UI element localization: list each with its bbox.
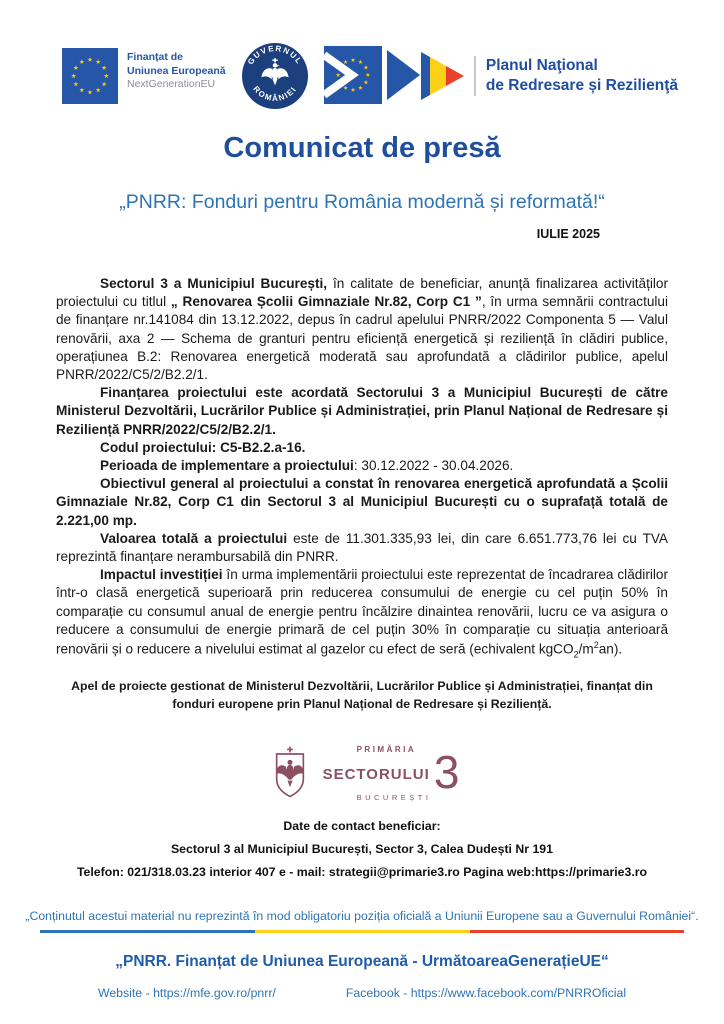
sector3-number: 3: [433, 746, 460, 799]
contact-block: [0, 819, 724, 879]
paragraph-financing: Finanțarea proiectului este acordată Sectorului 3 a Municipiul București de către Ministerul Dezvoltării, Lucrărilor Publice și Administrației, prin Planul Național de Redresare și Reziliență PNRR/2022/C5/2/B2.2/1.: [56, 385, 668, 437]
eu-caption-line1: Finanțat de: [127, 51, 184, 63]
pnrr-caption-line1: Planul Naţional: [485, 56, 598, 74]
sector3-line2: SECTORULUI: [322, 765, 430, 783]
facebook-link: Facebook - https://www.facebook.com/PNRROficial: [345, 985, 627, 1000]
funding-note: Apel de proiecte gestionat de Ministerul Dezvoltării, Lucrărilor Publice și Administrației, finanțat din fonduri europene prin Planul Național de Redresare și Reziliență.: [71, 679, 653, 711]
pnrr-caption-line2: de Redresare și Rezilienţă: [485, 77, 678, 94]
sector3-logo: [0, 743, 724, 805]
paragraph-period: Perioada de implementare a proiectului: 30.12.2022 - 30.04.2026.: [100, 458, 514, 474]
pnrr-arrows-icon: [324, 46, 464, 106]
website-link: Website - https://mfe.gov.ro/pnrr/: [97, 985, 276, 1000]
body-text: [0, 275, 724, 660]
pnrr-logo: [324, 46, 678, 106]
disclaimer-text: „Conținutul acestui material nu reprezintă în mod obligatoriu poziția oficială a Uniunii Europene sau a Guvernului României“.: [25, 908, 699, 923]
gov-ro-seal-icon: [239, 40, 311, 112]
tricolor-red-segment: [470, 930, 684, 933]
contact-heading: Date de contact beneficiar:: [283, 818, 441, 833]
paragraph-objective: Obiectivul general al proiectului a constat în renovarea energetică aprofundată a Școlii Gimnaziale Nr.82, Corp C1 din Sectorul 3 al Municipiul București cu o suprafață totală de 2.221,00 mp.: [56, 476, 668, 528]
sector3-line3: BUCUREȘTI: [356, 792, 432, 802]
romanian-tricolor-divider: [40, 930, 684, 933]
pnrr-slogan: „PNRR. Finanțat de Uniunea Europeană - UrmătoareaGenerațieUE“: [115, 952, 609, 970]
paragraph-intro: Sectorul 3 a Municipiul București, în calitate de beneficiar, anunță finalizarea activităților proiectului cu titlul „ Renovarea Școlii Gimnaziale Nr.82, Corp C1 ”, în urma semnării contractului de finanțare nr.141084 din 13.12.2022, depus în cadrul apelului PNRR/2022 Componenta 5 — Valul renovării, axa 2 — Schema de granturi pentru eficiență energetică și reziliență în clădiri publice, operațiunea B.2: Renovarea energetică moderată sau aprofundată a clădirilor publice, apelul PNRR/2022/C5/2/B2.2/1.: [56, 276, 669, 383]
paragraph-total-value: Valoarea totală a proiectului este de 11.301.335,93 lei, din care 6.651.773,76 lei cu TVA reprezintă finanțare nerambursabilă din PNRR.: [56, 530, 668, 565]
gov-seal-bottom-text: ROMÂNIEI: [251, 84, 299, 103]
gov-seal-top-text: GUVERNUL: [245, 43, 304, 67]
page-title: Comunicat de presă: [223, 132, 501, 164]
eu-flag-icon: [62, 48, 118, 104]
contact-phone-email: Telefon: 021/318.03.23 interior 407 e - mail: strategii@primarie3.ro Pagina web:https://primarie3.ro: [76, 864, 648, 879]
eu-logo-caption: [127, 48, 226, 92]
contact-address: Sectorul 3 al Municipiul București, Sector 3, Calea Dudești Nr 191: [170, 841, 553, 856]
tricolor-yellow-segment: [255, 930, 469, 933]
paragraph-impact: Impactul investiției în urma implementării proiectului este reprezentat de încadrarea clădirilor într-o clasă energetică superioară prin reducerea consumului de energie cu cel puțin 50% în comparație cu consumul anual de energie pentru încălzire dinaintea renovării, lucru ce va asigura o reducere a consumului de energie primară de cel puțin 30% în comparație cu situația anterioară renovării și o reducere a nivelului estimat al gazelor cu efect de seră (echivalent $kgCO_2/m^2an$).: [56, 567, 668, 660]
eu-flag-logo: [62, 48, 226, 104]
page-subtitle: „PNRR: Fonduri pentru România modernă și reformată!“: [119, 191, 605, 213]
footer-links: [0, 986, 724, 1000]
sector3-crest-icon: [265, 743, 315, 805]
sector3-line1: PRIMĂRIA: [356, 745, 417, 755]
pnrr-logo-caption: [474, 56, 678, 96]
paragraph-project-code: Codul proiectului: C5-B2.2.a-16.: [100, 439, 306, 455]
sector3-logo-text: [323, 746, 460, 801]
header: [0, 0, 724, 112]
eu-caption-line2: Uniunea Europeană: [127, 64, 226, 77]
tricolor-blue-segment: [40, 930, 255, 933]
date-label: IULIE 2025: [536, 227, 600, 241]
eu-caption-line3: NextGenerationEU: [127, 78, 216, 91]
